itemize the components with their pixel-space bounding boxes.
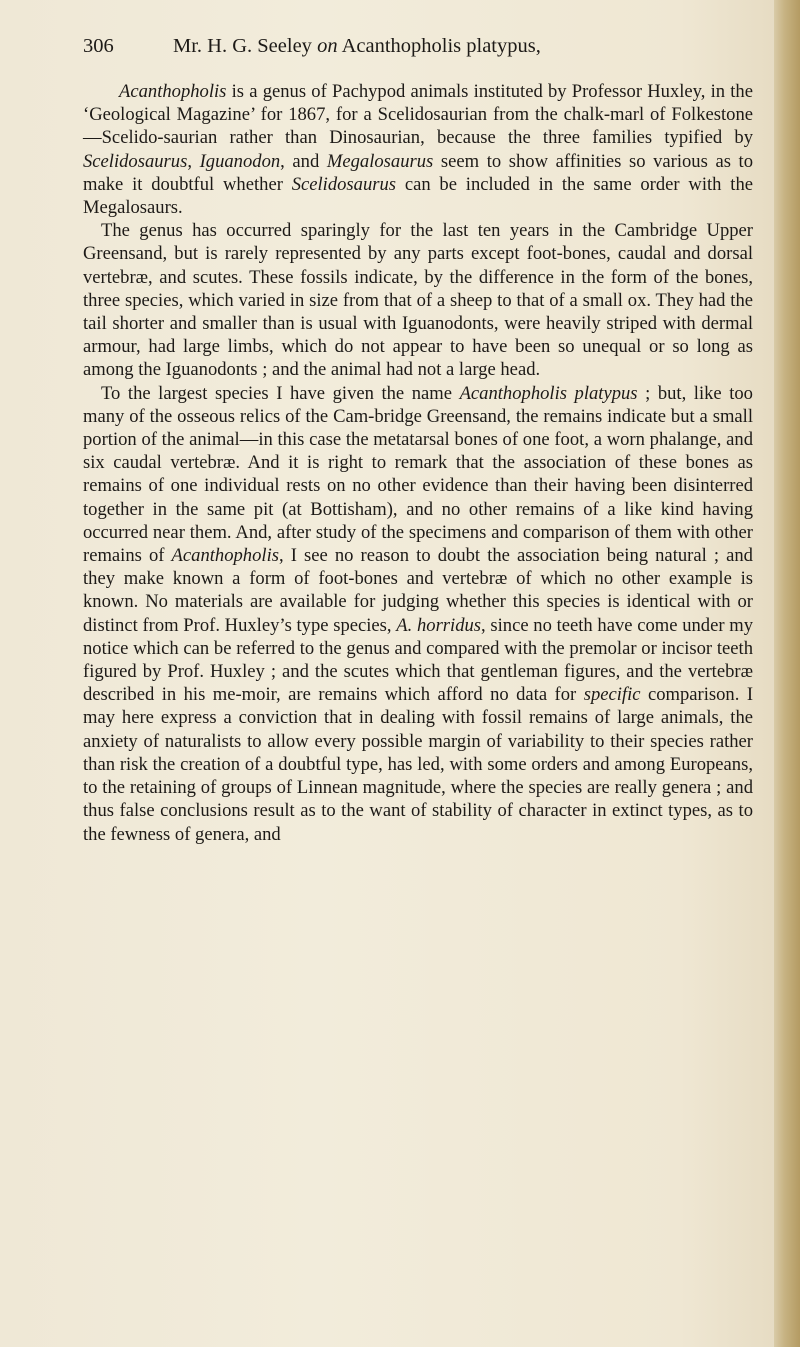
paragraph [83, 80, 753, 219]
text-run: ; but, like too many of the osseous relics of the Cam-bridge Greensand, the remains indicate but a small portion of the animal—in this case the metatarsal bones of one foot, a worn phalange, and six caudal vertebræ. And it is right to remark that the association of these bones as remains of one individual rests on no other evidence than their having been disinterred together in the same pit (at Bottisham), and no other remains of a like kind having occurred near them. And, after study of the specimens and comparison of them with other remains of [83, 382, 753, 567]
italic-text-run: Scelidosaurus [83, 150, 188, 172]
italic-text-run: Megalosaurus [326, 150, 434, 172]
text-run: can be included in the same order with the Megalosaurs. [83, 173, 753, 219]
header-subject: Acanthopholis platypus, [341, 35, 541, 57]
text-run: comparison. I may here express a conviction that in dealing with fossil remains of large animals, the anxiety of naturalists to allow every possible margin of variability to their species rather than risk the creation of a doubtful type, has led, with some orders and among Europeans, to the retaining of groups of Linnean magnitude, where the species are really genera ; and thus false conclusions result as to the want of stability of character in extinct types, as to the fewness of genera, and [83, 684, 754, 845]
paragraph [83, 219, 753, 381]
italic-text-run: A. horridus [396, 614, 482, 636]
body-text [83, 80, 753, 846]
paragraph [83, 382, 753, 846]
text-run: is a genus of Pachypod animals instituted by Professor Huxley, in the ‘Geological Magazine’ for 1867, for a Scelidosaurian from the chalk-marl of Folkestone—Scelido-saurian rather than Dinosaurian, because the three families typified by [83, 81, 753, 149]
italic-text-run: Acanthopholis [119, 81, 227, 102]
header-author: Mr. H. G. Seeley [173, 35, 312, 57]
text-run: , [187, 150, 200, 172]
italic-text-run: Acanthopholis platypus [459, 382, 638, 404]
text-run: , and [280, 150, 327, 172]
header-connector: on [317, 35, 338, 57]
italic-text-run: specific [583, 684, 641, 706]
page-number: 306 [83, 35, 114, 57]
text-run: To the largest species I have given the name [101, 382, 460, 404]
text-run: seem to show affinities so various as to make it doubtful whether [83, 150, 754, 195]
text-run: , I see no reason to doubt the association being natural ; and they make known a form of foot-bones and vertebræ of which no other example is known. No materials are available for judging whether this species is identical with or distinct from Prof. Huxley’s type species, [83, 545, 753, 636]
italic-text-run: Acanthopholis [171, 545, 279, 567]
text-run: The genus has occurred sparingly for the last ten years in the Cambridge Upper Greensand, but is rarely represented by any parts except foot-bones, caudal and dorsal vertebræ, and scutes. These fossils indicate, by the difference in the form of the bones, three species, which varied in size from that of a sheep to that of a small ox. They had the tail shorter and smaller than is usual with Iguanodonts, were heavily striped with dermal armour, had large limbs, which do not appear to have been so unequal or so long as among the Iguanodonts ; and the animal had not a large head. [83, 220, 753, 381]
page-edge [774, 0, 800, 1347]
italic-text-run: Scelidosaurus [291, 173, 397, 195]
italic-text-run: Iguanodon [199, 150, 281, 172]
running-header [83, 32, 753, 60]
text-run: , since no teeth have come under my notice which can be referred to the genus and compared with the premolar or incisor teeth figured by Prof. Huxley ; and the scutes which that gentleman figures, and the vertebræ described in his me-moir, are remains which afford no data for [83, 614, 753, 706]
